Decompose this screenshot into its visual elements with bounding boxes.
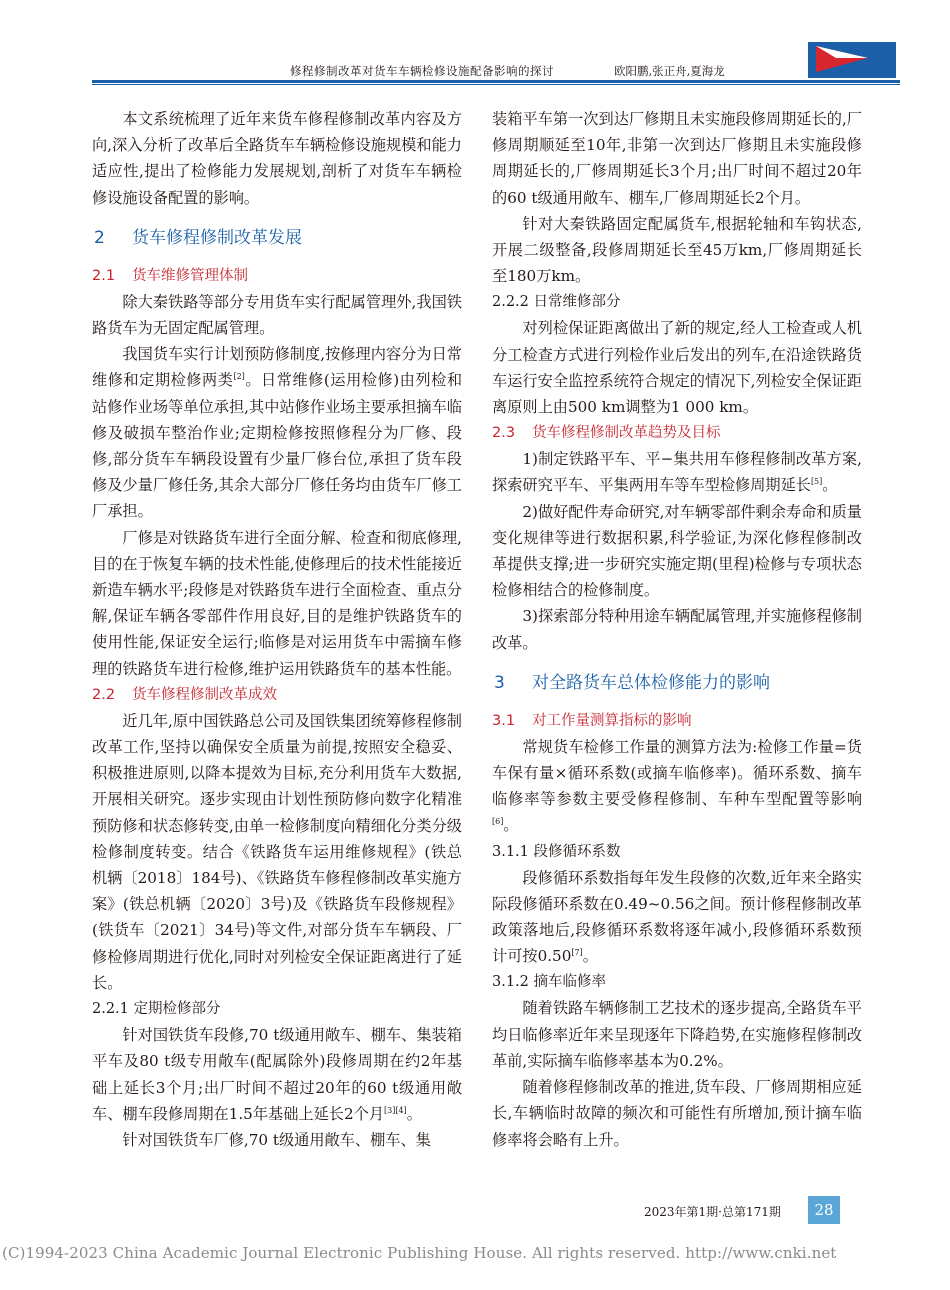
paragraph: 随着铁路车辆修制工艺技术的逐步提高,全路货车平均日临修率近年来呈现逐年下降趋势,在实施修程修制改革前,实际摘车临修率基本为0.2%。 [492,999,862,1070]
subsection-title: 货车修程修制改革成效 [132,686,277,703]
running-header-authors: 欧阳鹏,张正舟,夏海龙 [614,64,725,78]
paragraph: 2)做好配件寿命研究,对车辆零部件剩余寿命和质量变化规律等进行数据积累,科学验证,为深化修程修制改革提供支撑;进一步研究实施定期(里程)检修与专项状态检修相结合的检修制度。 [492,502,862,600]
section-2-3-heading [492,420,862,446]
paragraph [92,1022,462,1127]
text-run: 。 [822,476,838,495]
flag-logo-icon [808,42,896,78]
paragraph: 近几年,原中国铁路总公司及国铁集团统筹修程修制改革工作,坚持以确保安全质量为前提,按照安全稳妥、积极推进原则,以降本提效为目标,充分利用货车大数据,开展相关研究。逐步实现由计划性预防修向数字化精准预防修和状态修转变,由单一检修制度向精细化分类分级检修制度转变。结合《铁路货车运用维修规程》(铁总机辆〔2018〕184号)、《铁路货车修程修制改革实施方案》(铁总机辆〔2020〕3号)及《铁路货车段修规程》(铁货车〔2021〕34号)等文件,对部分货车车辆段、厂修检修周期进行优化,同时对列检安全保证距离进行了延长。 [92,711,462,992]
subsection-title: 对工作量测算指标的影响 [532,712,692,729]
text-run: 。 [406,1104,422,1123]
header-rule [92,80,900,83]
paragraph [92,341,462,524]
section-2-heading [92,225,462,251]
running-header-title: 修程修制改革对货车车辆检修设施配备影响的探讨 [290,64,554,78]
text-run: 段修循环系数指每年发生段修的次数,近年来全路实际段修循环系数在0.49~0.56之间。预计修程修制改革政策落地后,段修循环系数将逐年减小,段修循环系数预计可按0.50 [492,868,862,966]
text-run: 针对国铁货车段修,70 t级通用敞车、棚车、集装箱平车及80 t级专用敞车(配属除外)段修周期在约2年基础上延长3个月;出厂时间不超过20年的60 t级通用敞车、棚车段修周期在1.5年基础上延长2个月 [92,1026,462,1123]
section-title: 货车修程修制改革发展 [132,227,302,248]
right-column [492,106,862,1153]
paragraph: 除大秦铁路等部分专用货车实行配属管理外,我国铁路货车为无固定配属管理。 [92,292,462,338]
subsection-title: 货车修程修制改革趋势及目标 [532,425,721,442]
subsection-number: 3.1 [492,712,516,729]
text-run: 常规货车检修工作量的测算方法为:检修工作量=货车保有量×循环系数(或摘车临修率)。循环系数、摘车临修率等参数主要受修程修制、车种车型配置等影响 [492,737,862,809]
paragraph [492,865,862,970]
intro-paragraph: 本文系统梳理了近年来货车修程修制改革内容及方向,深入分析了改革后全路货车车辆检修设施规模和能力适应性,提出了检修能力发展规划,剖析了对货车车辆检修设施设备配置的影响。 [92,110,462,207]
subsection-number: 2.3 [492,425,516,442]
section-number: 2 [94,227,105,248]
text-run: 1)制定铁路平车、平−集共用车修程修制改革方案,探索研究平车、平集两用车等车型检修周期延长 [492,450,862,495]
citation-ref: [3][4] [384,1105,407,1115]
cnki-watermark: (C)1994-2023 China Academic Journal Electronic Publishing House. All rights reserved. http://www.cnki.net [2,1244,837,1262]
text-run: 我国货车实行计划预防修制度,按修理内容分为日常维修和定期检修两类 [92,345,462,390]
citation-ref: [7] [571,948,583,958]
page-number: 28 [808,1196,840,1224]
section-2-1-heading [92,263,462,289]
left-column [92,106,462,1153]
paragraph-continued: 装箱平车第一次到达厂修期且未实施段修周期延长的,厂修周期顺延至10年,非第一次到达厂修期且未实施段修周期延长的,厂修周期延长3个月;出厂时间不超过20年的60 t级通用敞车、棚车,厂修周期延长2个月。 [492,110,862,207]
section-3-heading [492,670,862,696]
header-rule-thin [92,84,900,85]
issue-info: 2023年第1期·总第171期 [644,1205,781,1219]
paragraph: 随着修程修制改革的推进,货车段、厂修周期相应延长,车辆临时故障的频次和可能性有所增加,预计摘车临修率将会略有上升。 [492,1078,862,1149]
section-3-1-1-heading: 3.1.1 段修循环系数 [492,843,621,860]
subsection-number: 2.2 [92,686,116,703]
section-2-2-1-heading: 2.2.1 定期检修部分 [92,1001,221,1018]
citation-ref: [6] [492,817,504,827]
paragraph: 针对国铁货车厂修,70 t级通用敞车、棚车、集 [122,1130,431,1149]
text-run: 。 [503,816,519,835]
subsection-number: 2.1 [92,267,116,284]
section-2-2-2-heading: 2.2.2 日常维修部分 [492,294,621,311]
paragraph: 针对大秦铁路固定配属货车,根据轮轴和车钩状态,开展二级整备,段修周期延长至45万km,厂修周期延长至180万km。 [492,214,862,286]
paragraph [492,734,862,839]
subsection-title: 货车维修管理体制 [132,267,248,284]
paragraph [492,446,862,498]
section-number: 3 [494,672,505,693]
section-3-1-2-heading: 3.1.2 摘车临修率 [492,974,607,991]
paragraph: 对列检保证距离做出了新的规定,经人工检查或人机分工检查方式进行列检作业后发出的列车,在沿途铁路货车运行安全监控系统符合规定的情况下,列检安全保证距离原则上由500 km调整为1 000 km。 [492,319,862,417]
text-run: 。日常维修(运用检修)由列检和站修作业场等单位承担,其中站修作业场主要承担摘车临修及破损车整治作业;定期检修按照修程分为厂修、段修,部分货车车辆段设置有少量厂修台位,承担了货车段修及少量厂修任务,其余大部分厂修任务均由货车厂修工厂承担。 [92,371,463,521]
paragraph: 3)探索部分特种用途车辆配属管理,并实施修程修制改革。 [492,607,862,652]
paragraph: 厂修是对铁路货车进行全面分解、检查和彻底修理,目的在于恢复车辆的技术性能,使修理后的技术性能接近新造车辆水平;段修是对铁路货车进行全面检查、重点分解,保证车辆各零部件作用良好,目的是维护铁路货车的使用性能,保证安全运行;临修是对运用货车中需摘车修理的铁路货车进行检修,维护运用铁路货车的基本性能。 [92,528,462,678]
section-3-1-heading [492,708,862,734]
text-run: 。 [582,947,598,966]
section-2-2-heading [92,682,462,708]
citation-ref: [2] [233,372,245,382]
citation-ref: [5] [810,477,823,487]
section-title: 对全路货车总体检修能力的影响 [532,672,770,693]
